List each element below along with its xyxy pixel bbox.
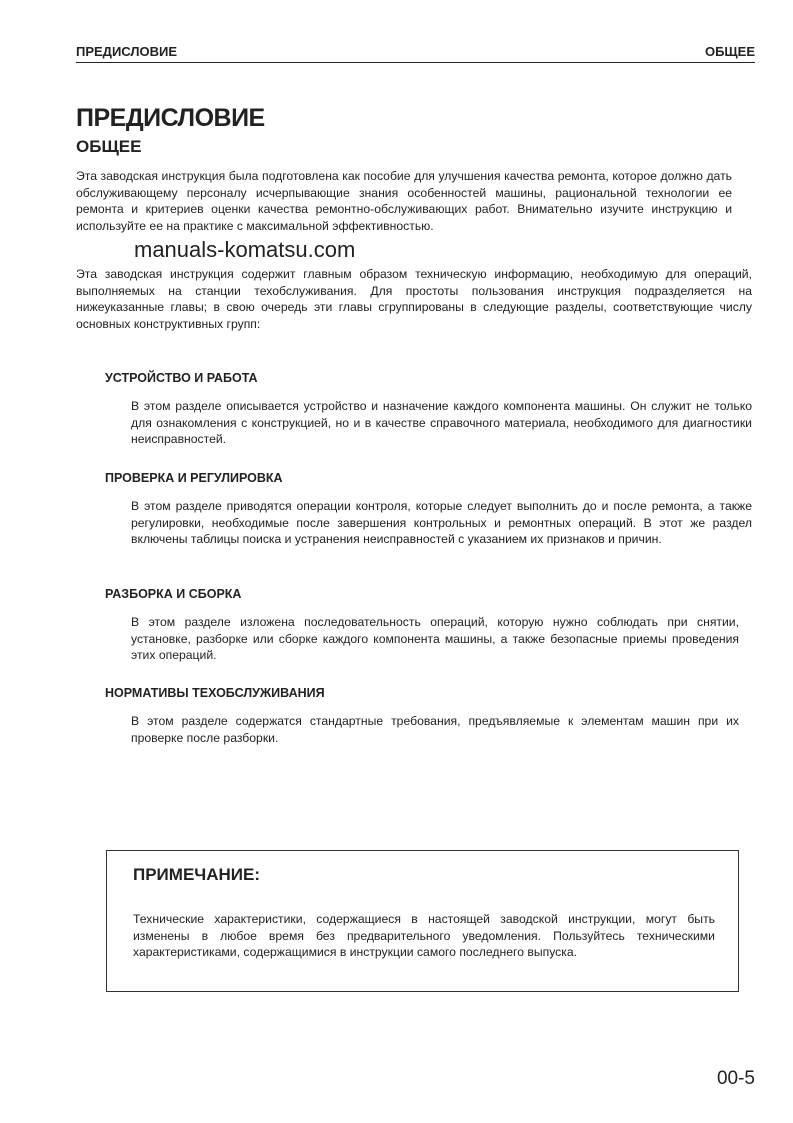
intro-paragraph-1: Эта заводская инструкция была подготовлена как пособие для улучшения качества ремонта, которое должно дать обслуживающему персоналу исчерпывающие знания особенностей машины, рациональной технологии ее ремонта и критериев оценки качества ремонтно-обслуживающих работ. Внимательно изучите инструкцию и используйте ее на практике с максимальной эффективностью. <box>76 169 732 233</box>
note-box <box>106 850 739 992</box>
page-subtitle: ОБЩЕЕ <box>76 137 142 156</box>
section-heading: ПРОВЕРКА И РЕГУЛИРОВКА <box>105 471 283 485</box>
header-left: ПРЕДИСЛОВИЕ <box>76 44 177 59</box>
header-right: ОБЩЕЕ <box>704 44 755 59</box>
section-heading: УСТРОЙСТВО И РАБОТА <box>105 371 258 385</box>
section-heading: НОРМАТИВЫ ТЕХОБСЛУЖИВАНИЯ <box>105 686 325 700</box>
section-text: В этом разделе приводятся операции контроля, которые следует выполнить до и после ремонта, а также регулировки, необходимые после завершения контрольных и ремонтных операций. В этот же раздел включены таблицы поиска и устранения неисправностей с указанием их признаков и причин. <box>131 499 752 546</box>
section-heading: РАЗБОРКА И СБОРКА <box>105 587 242 601</box>
running-header <box>76 44 755 63</box>
section-text: В этом разделе изложена последовательность операций, которую нужно соблюдать при снятии, установке, разборке или сборке каждого компонента машины, а также безопасные приемы проведения этих операций. <box>131 615 739 662</box>
note-heading: ПРИМЕЧАНИЕ: <box>133 865 260 884</box>
note-text: Технические характеристики, содержащиеся в настоящей заводской инструкции, могут быть изменены в любое время без предварительного уведомления. Пользуйтесь техническими характеристиками, содержащимися в инструкции самого последнего выпуска. <box>133 912 715 959</box>
section-text: В этом разделе содержатся стандартные требования, предъявляемые к элементам машин при их проверке после разборки. <box>131 714 739 745</box>
section-text: В этом разделе описывается устройство и назначение каждого компонента машины. Он служит не только для ознакомления с конструкцией, но и в качестве справочного материала, необходимого для диагностики неисправностей. <box>131 399 752 446</box>
page-number: 00-5 <box>716 1068 755 1089</box>
watermark: manuals-komatsu.com <box>134 237 356 262</box>
intro-paragraph-2: Эта заводская инструкция содержит главным образом техническую информацию, необходимую для операций, выполняемых на станции техобслуживания. Для простоты пользования инструкция подразделяется на нижеуказанные главы; в свою очередь эти главы сгруппированы в следующие разделы, соответствующие числу основных конструктивных групп: <box>76 267 752 331</box>
page-title: ПРЕДИСЛОВИЕ <box>76 104 265 132</box>
